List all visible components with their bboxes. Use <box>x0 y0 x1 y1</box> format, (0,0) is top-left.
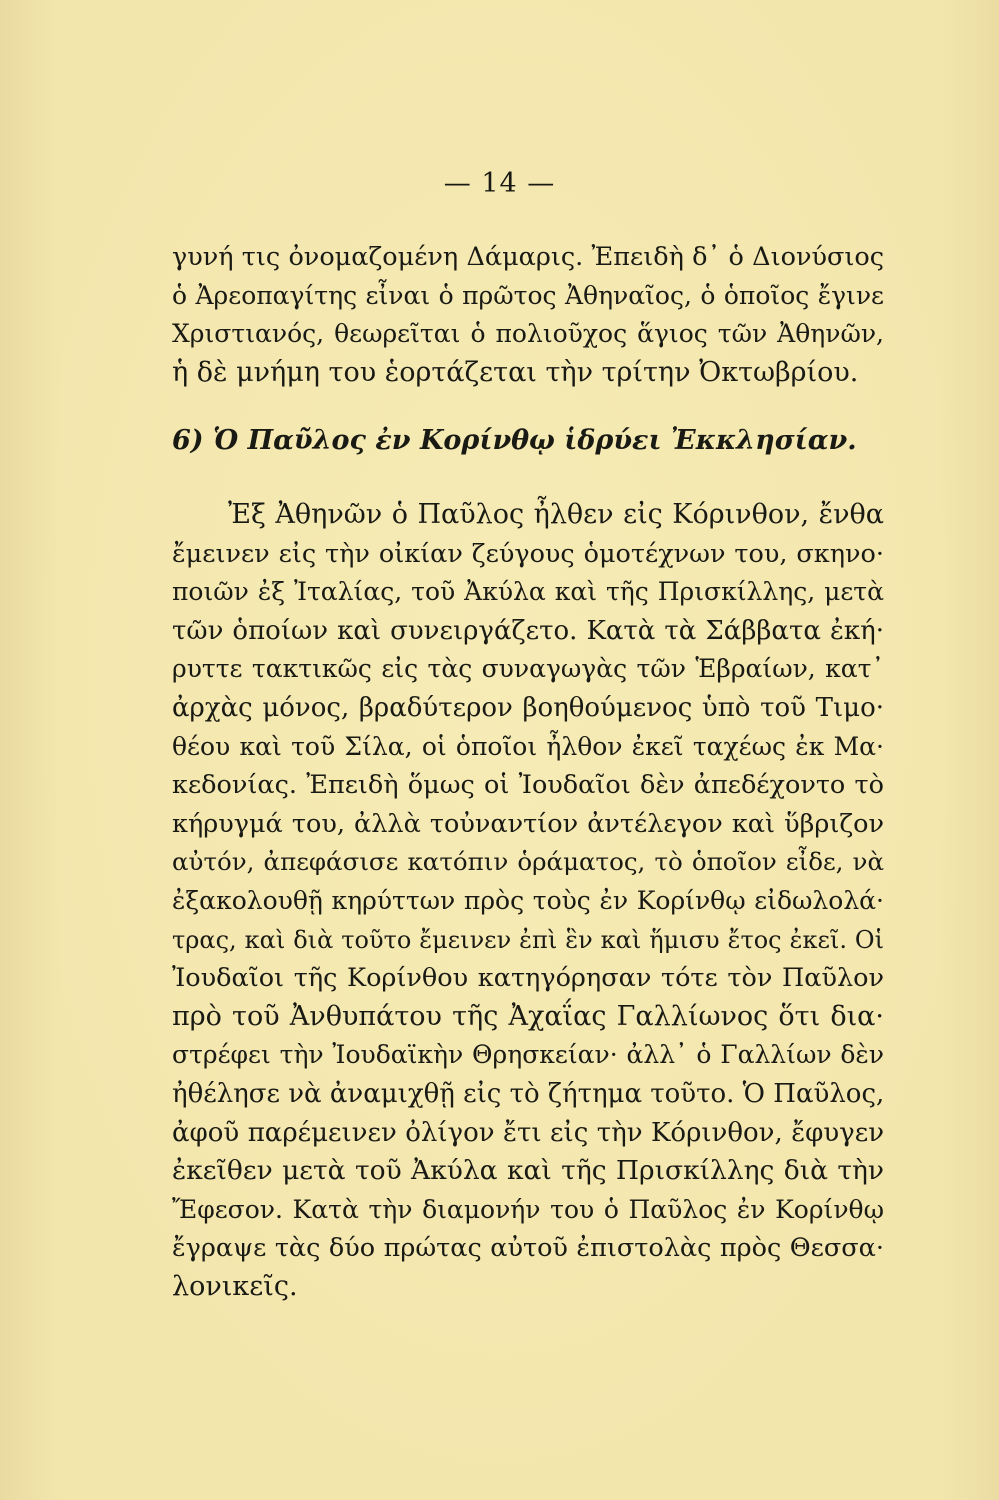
text-line: ἐξακολουθῇ κηρύττων πρὸς τοὺς ἐν Κορίνθῳ εἰδωλολά· <box>172 885 884 915</box>
text-line: ἐκεῖθεν μετὰ τοῦ Ἀκύλα καὶ τῆς Πρισκίλλης διὰ τὴν <box>172 1155 884 1187</box>
text-line: Ἔφεσον. Κατὰ τὴν διαμονήν του ὁ Παῦλος ἐν Κορίνθῳ <box>172 1194 884 1224</box>
text-line: λονικεῖς. <box>172 1270 298 1302</box>
text-line: ἡ δὲ μνήμη του ἑορτάζεται τὴν τρίτην Ὀκτωβρίου. <box>172 356 859 388</box>
text-line: ἔγραψε τὰς δύο πρώτας αὐτοῦ ἐπιστολὰς πρὸς Θεσσα· <box>172 1233 884 1264</box>
text-line: στρέφει τὴν Ἰουδαϊκὴν Θρησκείαν· ἀλλ᾽ ὁ Γαλλίων δὲν <box>172 1040 884 1070</box>
text-line: ὁ Ἀρεοπαγίτης εἶναι ὁ πρῶτος Ἀθηναῖος, ὁ ὁποῖος ἔγινε <box>172 280 884 310</box>
section-heading: 6) Ὁ Παῦλος ἐν Κορίνθῳ ἱδρύει Ἐκκλησίαν. <box>172 425 857 456</box>
text-line: ἀρχὰς μόνος, βραδύτερον βοηθούμενος ὑπὸ τοῦ Τιμο· <box>172 692 884 723</box>
text-line: κεδονίας. Ἐπειδὴ ὅμως οἱ Ἰουδαῖοι δὲν ἀπεδέχοντο τὸ <box>172 770 884 801</box>
text-line: Χριστιανός, θεωρεῖται ὁ πολιοῦχος ἅγιος τῶν Ἀθηνῶν, <box>172 319 884 349</box>
page-number: — 14 — <box>443 168 556 199</box>
text-line: κήρυγμά του, ἀλλὰ τοὐναντίον ἀντέλεγον καὶ ὕβριζον <box>172 808 884 839</box>
text-line: ποιῶν ἐξ Ἰταλίας, τοῦ Ἀκύλα καὶ τῆς Πρισκίλλης, μετὰ <box>172 577 884 607</box>
text-line: ἀφοῦ παρέμεινεν ὀλίγον ἔτι εἰς τὴν Κόρινθον, ἔφυγεν <box>172 1117 884 1148</box>
text-line: Ἰουδαῖοι τῆς Κορίνθου κατηγόρησαν τότε τὸν Παῦλον <box>172 963 884 994</box>
text-line: θέου καὶ τοῦ Σίλα, οἱ ὁποῖοι ἦλθον ἐκεῖ ταχέως ἐκ Μα· <box>172 731 884 761</box>
text-line: πρὸ τοῦ Ἀνθυπάτου τῆς Ἀχαΐας Γαλλίωνος ὅτι δια· <box>172 1000 884 1032</box>
text-line: Ἐξ Ἀθηνῶν ὁ Παῦλος ἦλθεν εἰς Κόρινθον, ἔνθα <box>228 499 884 530</box>
text-line: τρας, καὶ διὰ τοῦτο ἔμεινεν ἐπὶ ἓν καὶ ἥμισυ ἔτος ἐκεῖ. Οἱ <box>172 925 884 954</box>
text-line: ρυττε τακτικῶς εἰς τὰς συναγωγὰς τῶν Ἑβραίων, κατ᾽ <box>172 654 884 684</box>
text-line: τῶν ὁποίων καὶ συνειργάζετο. Κατὰ τὰ Σάββατα ἐκή· <box>172 615 884 646</box>
text-line: αὐτόν, ἀπεφάσισε κατόπιν ὁράματος, τὸ ὁποῖον εἶδε, νὰ <box>172 847 884 877</box>
text-line: ἠθέλησε νὰ ἀναμιχθῇ εἰς τὸ ζήτημα τοῦτο. Ὁ Παῦλος, <box>172 1078 885 1109</box>
text-line: γυνή τις ὀνομαζομένη Δάμαρις. Ἐπειδὴ δ᾽ ὁ Διονύσιος <box>172 242 884 272</box>
text-line: ἔμεινεν εἰς τὴν οἰκίαν ζεύγους ὁμοτέχνων του, σκηνο· <box>172 538 884 569</box>
paragraph-2 <box>172 496 884 1306</box>
paragraph-1 <box>172 238 884 392</box>
